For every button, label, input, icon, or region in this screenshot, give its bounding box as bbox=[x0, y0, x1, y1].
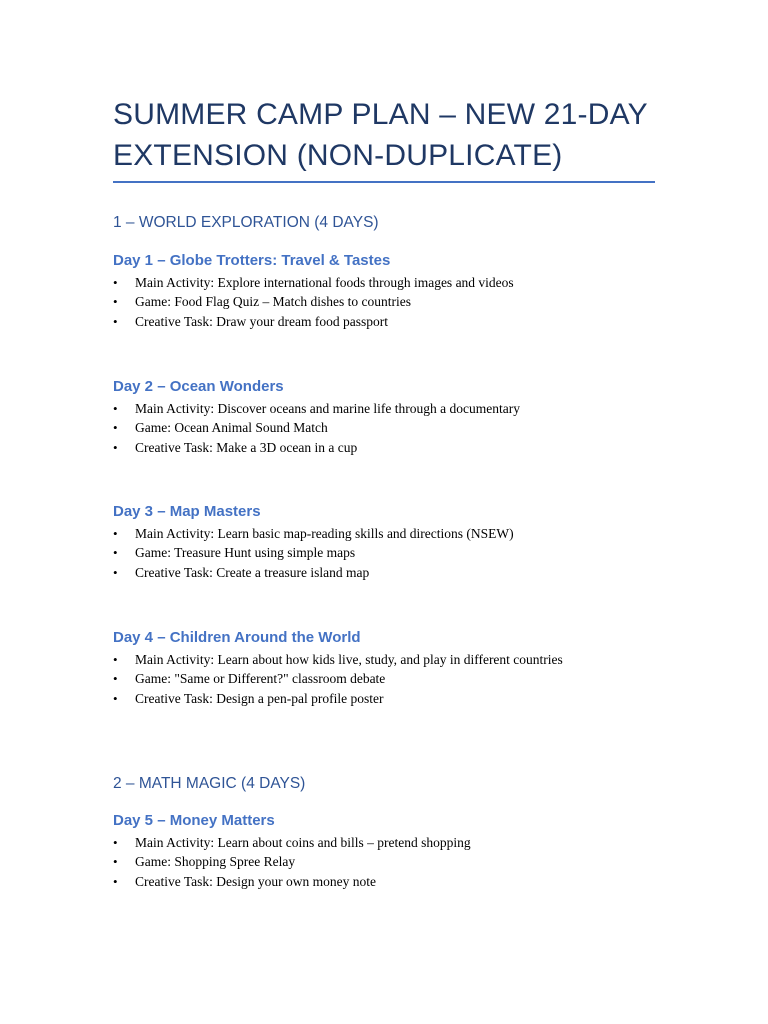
day-heading: Day 5 – Money Matters bbox=[113, 812, 275, 829]
activity-list bbox=[113, 399, 520, 457]
list-item-text: Creative Task: Make a 3D ocean in a cup bbox=[135, 439, 358, 455]
document-page bbox=[113, 94, 655, 889]
list-item-text: Creative Task: Draw your dream food passport bbox=[135, 313, 388, 329]
list-item-text: Main Activity: Learn basic map-reading skills and directions (NSEW) bbox=[135, 526, 514, 541]
bullet-icon: • bbox=[113, 564, 118, 580]
document-title-line-2: EXTENSION (NON-DUPLICATE) bbox=[113, 139, 563, 172]
list-item bbox=[113, 833, 471, 852]
bullet-icon: • bbox=[113, 854, 118, 870]
list-item-text: Game: Treasure Hunt using simple maps bbox=[135, 545, 356, 561]
activity-list bbox=[113, 524, 514, 582]
bullet-icon: • bbox=[113, 439, 118, 455]
list-item bbox=[113, 650, 563, 669]
list-item-text: Main Activity: Learn about coins and bills – pretend shopping bbox=[135, 835, 471, 850]
bullet-icon: • bbox=[113, 313, 118, 329]
list-item-text: Game: Shopping Spree Relay bbox=[135, 854, 296, 870]
list-item bbox=[113, 563, 514, 582]
bullet-icon: • bbox=[113, 652, 118, 667]
day-heading: Day 1 – Globe Trotters: Travel & Tastes bbox=[113, 252, 391, 269]
activity-list bbox=[113, 273, 514, 331]
bullet-icon: • bbox=[113, 545, 118, 561]
list-item bbox=[113, 543, 514, 562]
day-block-4 bbox=[113, 628, 563, 708]
list-item bbox=[113, 689, 563, 708]
day-block-5 bbox=[113, 811, 471, 891]
bullet-icon: • bbox=[113, 835, 118, 850]
list-item bbox=[113, 273, 514, 292]
document-title-line-1: SUMMER CAMP PLAN – NEW 21-DAY bbox=[113, 98, 648, 131]
activity-list bbox=[113, 833, 471, 891]
list-item-text: Main Activity: Learn about how kids live, study, and play in different countries bbox=[135, 652, 563, 667]
list-item-text: Creative Task: Design a pen-pal profile poster bbox=[135, 690, 384, 706]
section-heading-world-exploration: 1 – WORLD EXPLORATION (4 DAYS) bbox=[113, 214, 379, 231]
bullet-icon: • bbox=[113, 275, 118, 290]
list-item-text: Creative Task: Design your own money note bbox=[135, 873, 377, 889]
day-heading: Day 4 – Children Around the World bbox=[113, 629, 361, 646]
bullet-icon: • bbox=[113, 294, 118, 310]
section-heading-math-magic: 2 – MATH MAGIC (4 DAYS) bbox=[113, 775, 306, 792]
bullet-icon: • bbox=[113, 873, 118, 889]
day-block-2 bbox=[113, 377, 520, 457]
document-title bbox=[113, 94, 655, 176]
list-item-text: Creative Task: Create a treasure island map bbox=[135, 564, 370, 580]
bullet-icon: • bbox=[113, 671, 118, 687]
title-underline-rule bbox=[113, 181, 655, 183]
list-item-text: Game: "Same or Different?" classroom debate bbox=[135, 671, 386, 687]
list-item bbox=[113, 524, 514, 543]
bullet-icon: • bbox=[113, 420, 118, 436]
list-item bbox=[113, 312, 514, 331]
list-item-text: Main Activity: Explore international foods through images and videos bbox=[135, 275, 514, 290]
day-heading: Day 2 – Ocean Wonders bbox=[113, 378, 284, 395]
list-item bbox=[113, 669, 563, 688]
activity-list bbox=[113, 650, 563, 708]
bullet-icon: • bbox=[113, 526, 118, 541]
bullet-icon: • bbox=[113, 401, 118, 416]
list-item bbox=[113, 872, 471, 891]
day-heading: Day 3 – Map Masters bbox=[113, 503, 261, 520]
bullet-icon: • bbox=[113, 690, 118, 706]
day-block-1 bbox=[113, 251, 514, 331]
list-item bbox=[113, 292, 514, 311]
list-item bbox=[113, 438, 520, 457]
list-item-text: Game: Ocean Animal Sound Match bbox=[135, 420, 328, 436]
list-item-text: Game: Food Flag Quiz – Match dishes to countries bbox=[135, 294, 411, 310]
list-item bbox=[113, 418, 520, 437]
list-item bbox=[113, 399, 520, 418]
day-block-3 bbox=[113, 502, 514, 582]
list-item bbox=[113, 852, 471, 871]
list-item-text: Main Activity: Discover oceans and marine life through a documentary bbox=[135, 401, 521, 416]
